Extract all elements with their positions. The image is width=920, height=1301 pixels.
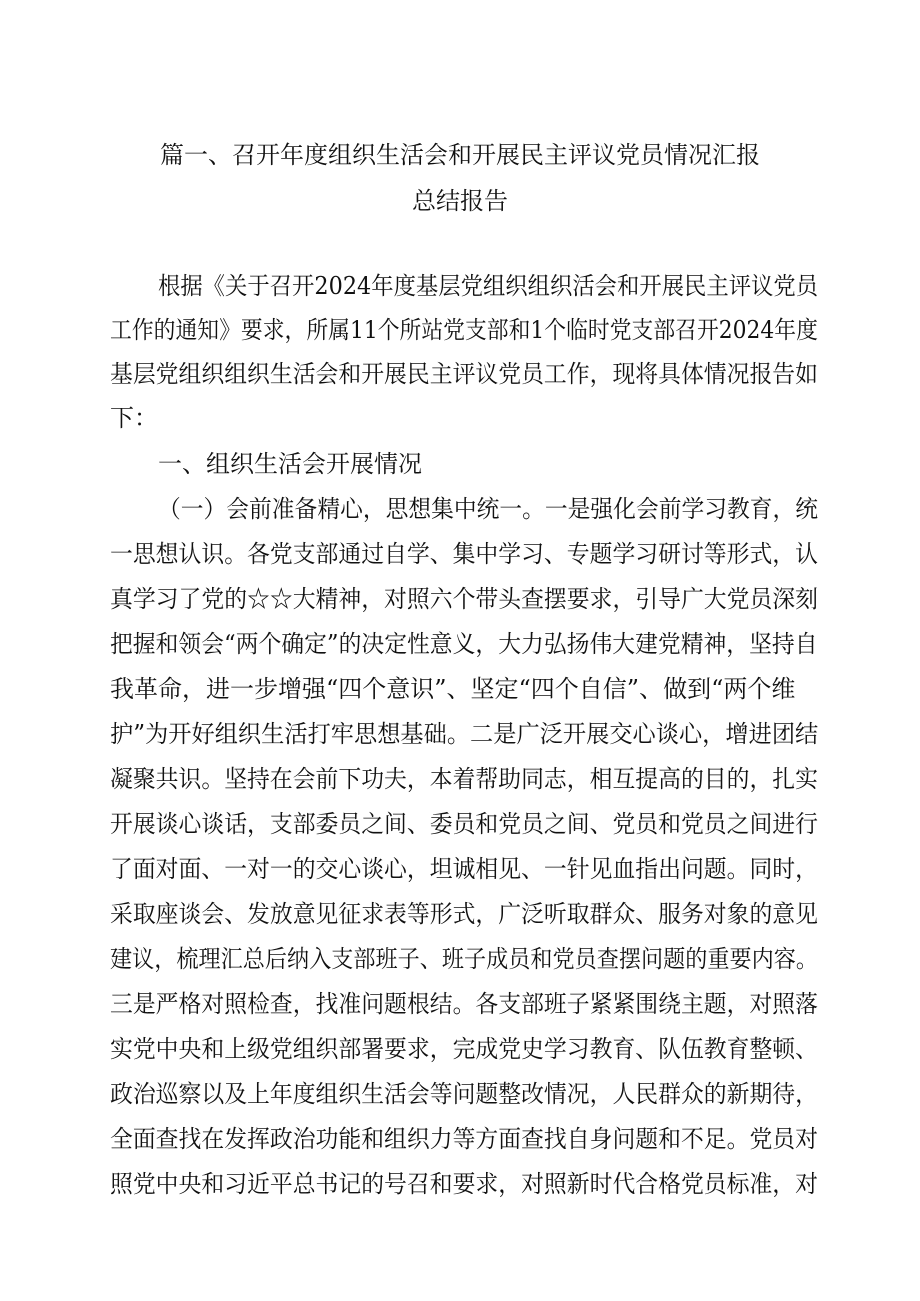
- body-line: 一思想认识。各党支部通过自学、集中学习、专题学习研讨等形式，认: [110, 540, 818, 568]
- intro-line: 根据《关于召开2024年度基层党组织组织活会和开展民主评议党员: [158, 272, 819, 300]
- intro-line: 下：: [110, 404, 158, 432]
- intro-line: 基层党组织组织生活会和开展民主评议党员工作，现将具体情况报告如: [110, 360, 818, 388]
- body-line: 实党中央和上级党组织部署要求，完成党史学习教育、队伍教育整顿、: [110, 1035, 818, 1063]
- body-line: 了面对面、一对一的交心谈心，坦诚相见、一针见血指出问题。同时，: [110, 855, 818, 883]
- section-heading: 一、组织生活会开展情况: [158, 450, 422, 478]
- body-line: 采取座谈会、发放意见征求表等形式，广泛听取群众、服务对象的意见: [110, 900, 818, 928]
- body-line: 护”为开好组织生活打牢思想基础。二是广泛开展交心谈心，增进团结: [110, 720, 819, 748]
- document-title-line-2: 总结报告: [412, 187, 508, 215]
- body-line: 真学习了党的☆☆大精神，对照六个带头查摆要求，引导广大党员深刻: [110, 585, 818, 613]
- body-line: 把握和领会“两个确定”的决定性意义，大力弘扬伟大建党精神，坚持自: [110, 630, 818, 658]
- document-title-line-1: 篇一、召开年度组织生活会和开展民主评议党员情况汇报: [160, 141, 760, 169]
- body-line: （一）会前准备精心，思想集中统一。一是强化会前学习教育，统: [158, 495, 819, 523]
- body-line: 全面查找在发挥政治功能和组织力等方面查找自身问题和不足。党员对: [110, 1125, 818, 1153]
- body-line: 我革命，进一步增强“四个意识”、坚定“四个自信”、做到“两个维: [110, 675, 796, 703]
- body-line: 凝聚共识。坚持在会前下功夫，本着帮助同志，相互提高的目的，扎实: [110, 765, 818, 793]
- body-line: 政治巡察以及上年度组织生活会等问题整改情况，人民群众的新期待，: [110, 1080, 818, 1108]
- body-line: 建议，梳理汇总后纳入支部班子、班子成员和党员查摆问题的重要内容。: [110, 945, 819, 973]
- intro-line: 工作的通知》要求，所属11个所站党支部和1个临时党支部召开2024年度: [110, 316, 818, 344]
- body-line: 三是严格对照检查，找准问题根结。各支部班子紧紧围绕主题，对照落: [110, 990, 818, 1018]
- body-line: 开展谈心谈话，支部委员之间、委员和党员之间、党员和党员之间进行: [110, 810, 818, 838]
- body-line: 照党中央和习近平总书记的号召和要求，对照新时代合格党员标准，对: [110, 1170, 818, 1198]
